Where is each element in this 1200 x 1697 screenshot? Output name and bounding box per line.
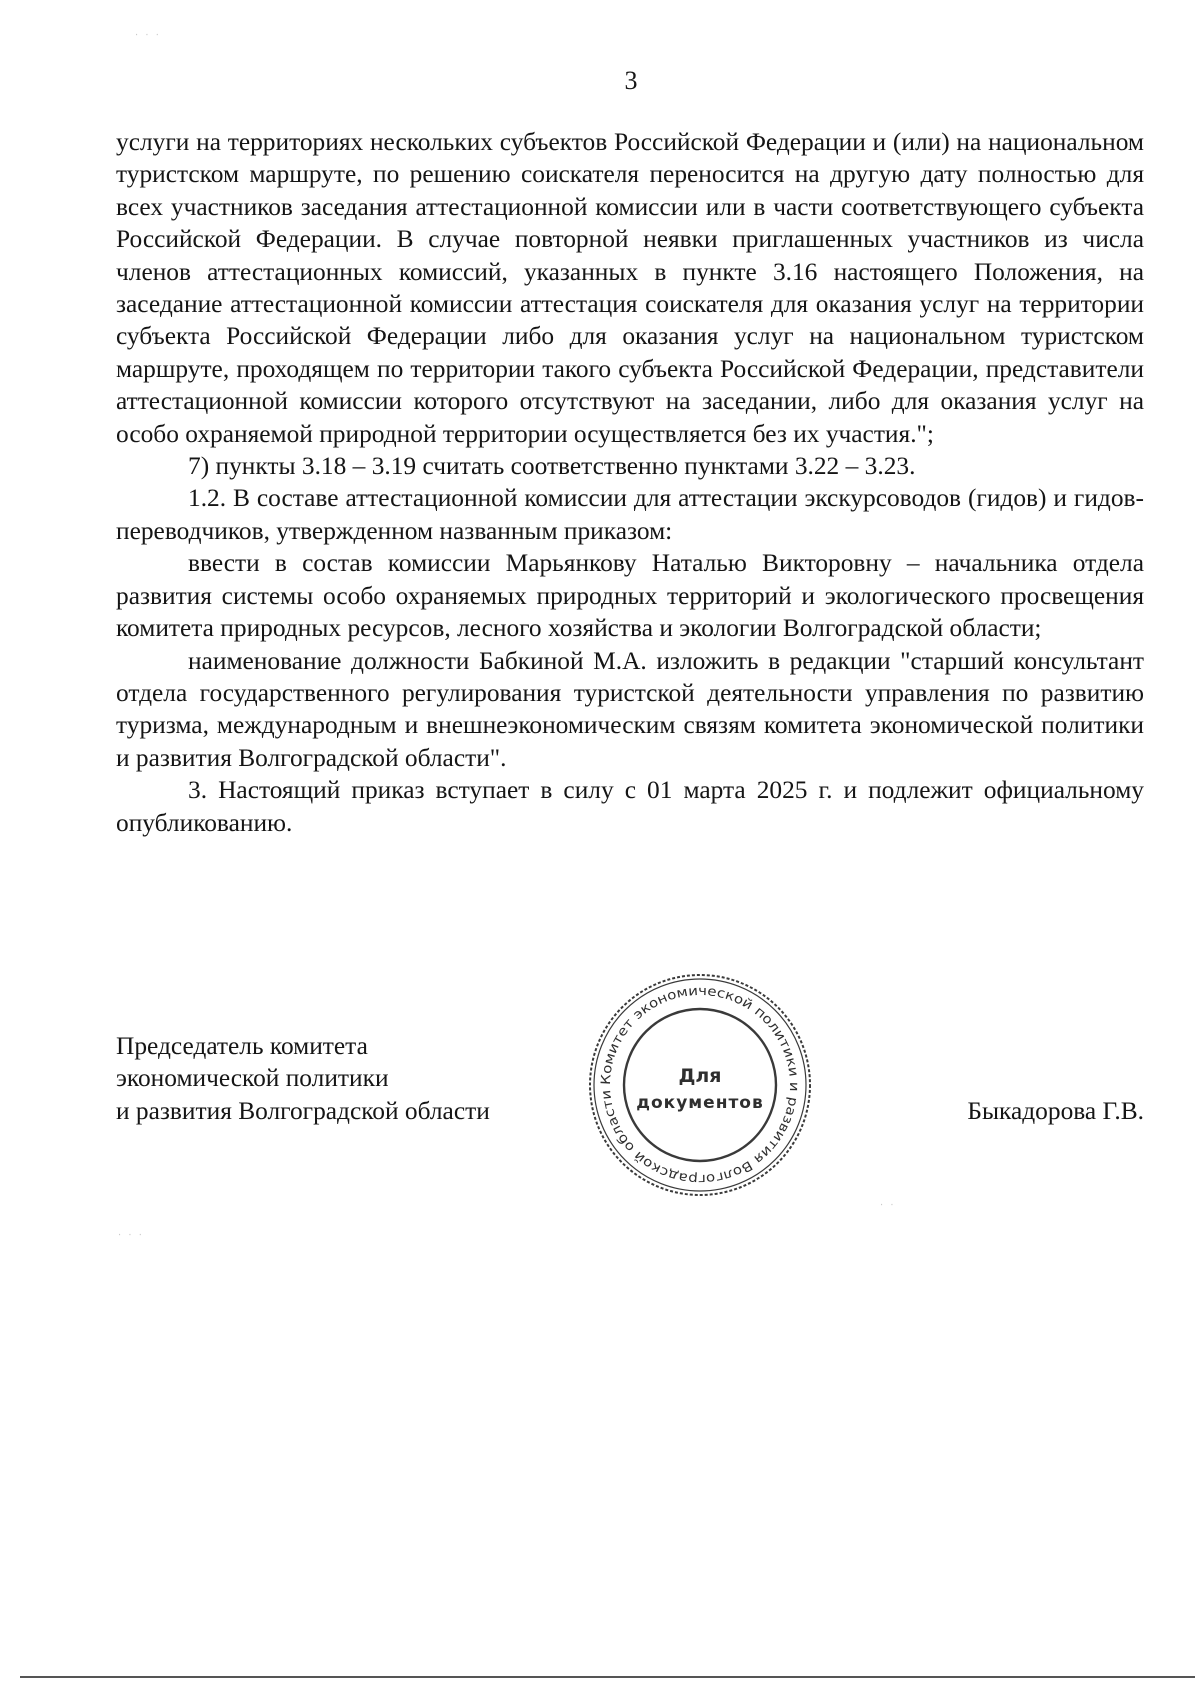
stamp-center-line: Для (678, 1065, 722, 1087)
signatory-position-line: и развития Волгоградской области (116, 1096, 490, 1125)
signatory-position (116, 1030, 616, 1127)
paragraph-continuation: услуги на территориях нескольких субъектов Российской Федерации и (или) на национальном туристском маршруте, по решению соискателя переносится на другую дату полностью для всех участников заседания аттестационной комиссии или в части соответствующего субъекта Российской Федерации. В случае повторной неявки приглашенных участников из числа членов аттестационных комиссий, указанных в пункте 3.16 настоящего Положения, на заседание аттестационной комиссии аттестация соискателя для оказания услуг на территории субъекта Российской Федерации либо для оказания услуг на национальном туристском маршруте, проходящем по территории такого субъекта Российской Федерации, представители аттестационной комиссии которого отсутствуют на заседании, либо для оказания услуг на особо охраняемой природной территории осуществляется без их участия."; (116, 128, 1144, 448)
order-body-text (116, 126, 1144, 839)
official-stamp (585, 970, 815, 1200)
scan-noise: ⋅ ⋅ ⋅ (135, 30, 161, 41)
scan-noise: ⋅ ⋅ (880, 1200, 896, 1211)
signatory-position-line: Председатель комитета (116, 1032, 368, 1060)
stamp-center-line: документов (636, 1093, 764, 1113)
page-number: 3 (624, 66, 638, 95)
footer-rule (20, 1676, 1195, 1678)
paragraph-effective-date: 3. Настоящий приказ вступает в силу с 01 марта 2025 г. и подлежит официальному опубликованию. (116, 776, 1144, 837)
paragraph-position-change: наименование должности Бабкиной М.А. изложить в редакции "старший консультант отдела государственного регулирования туристской деятельности управления по развитию туризма, международным и внешнеэкономическим связям комитета экономической политики и развития Волгоградской области". (116, 646, 1144, 772)
scan-noise: ⋅ ⋅ ⋅ (118, 1230, 144, 1241)
signatory-position-line: экономической политики (116, 1064, 389, 1093)
paragraph-add-member: ввести в состав комиссии Марьянкову Наталью Викторовну – начальника отдела развития системы особо охраняемых природных территорий и экологического просвещения комитета природных ресурсов, лесного хозяйства и экологии Волгоградской области; (116, 549, 1144, 643)
signatory-name: Быкадорова Г.В. (967, 1096, 1144, 1125)
paragraph-1-2: 1.2. В составе аттестационной комиссии для аттестации экскурсоводов (гидов) и гидов-переводчиков, утвержденном названным приказом: (116, 484, 1144, 545)
paragraph-item-7: 7) пункты 3.18 – 3.19 считать соответственно пунктами 3.22 – 3.23. (188, 452, 916, 481)
stamp-ring-text: Комитет экономической политики и развития Волгоградской области (598, 983, 802, 1187)
